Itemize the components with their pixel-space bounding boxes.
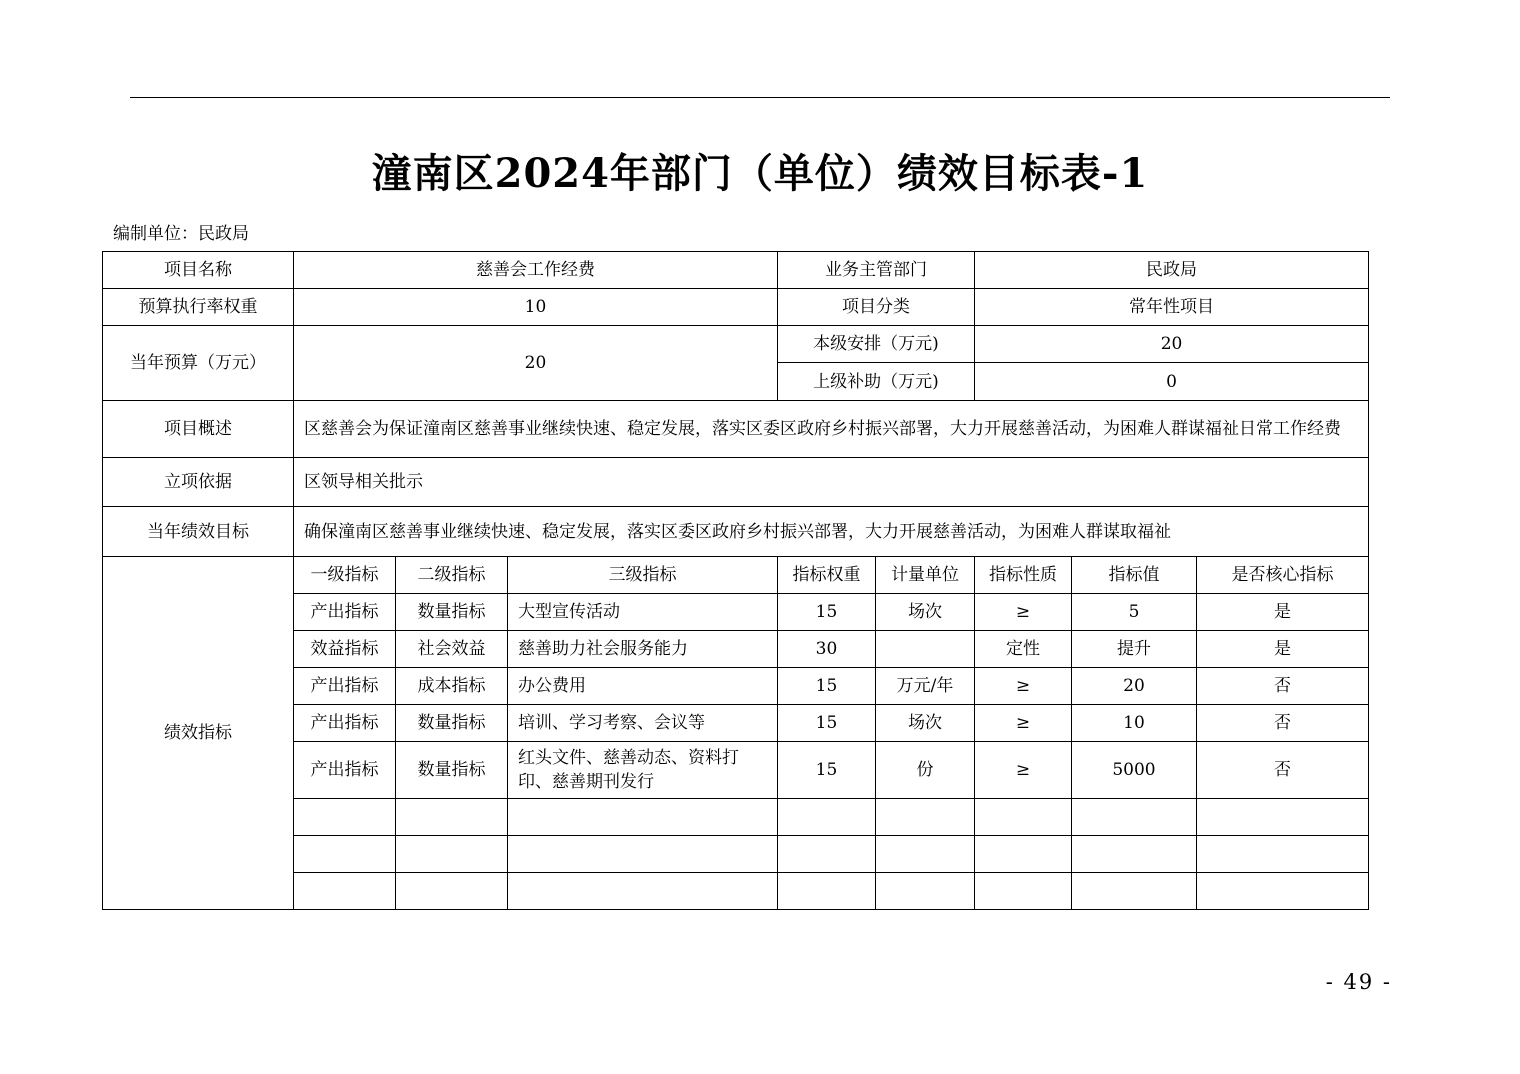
table-row [103,401,1369,458]
level1-cell: 效益指标 [294,631,396,668]
nature-cell: ≥ [975,594,1072,631]
compile-unit: 编制单位：民政局 [113,224,249,244]
project-name-value: 慈善会工作经费 [294,252,778,289]
value-cell: 5000 [1072,742,1197,799]
budget-weight-label: 预算执行率权重 [103,289,294,326]
indicators-section-label: 绩效指标 [103,557,294,910]
header-level3: 三级指标 [508,557,778,594]
page-number: - 49 - [1325,970,1392,994]
local-budget-label: 本级安排（万元) [778,326,975,363]
page-title: 潼南区2024年部门（单位）绩效目标表-1 [371,150,1149,197]
level1-cell: 产出指标 [294,705,396,742]
table-row [103,252,1369,289]
table-row [103,507,1369,557]
level3-cell: 大型宣传活动 [508,594,778,631]
weight-cell: 15 [778,705,876,742]
level3-cell: 慈善助力社会服务能力 [508,631,778,668]
level2-cell: 社会效益 [396,631,508,668]
header-rule [130,97,1390,98]
unit-cell: 场次 [876,594,975,631]
weight-cell: 15 [778,742,876,799]
upper-subsidy-label: 上级补助（万元) [778,363,975,401]
unit-cell: 份 [876,742,975,799]
dept-label: 业务主管部门 [778,252,975,289]
level3-cell: 办公费用 [508,668,778,705]
basis-label: 立项依据 [103,458,294,507]
core-cell: 是 [1197,631,1369,668]
level1-cell: 产出指标 [294,594,396,631]
header-level1: 一级指标 [294,557,396,594]
overview-label: 项目概述 [103,401,294,458]
goal-label: 当年绩效目标 [103,507,294,557]
nature-cell: ≥ [975,705,1072,742]
local-budget-value: 20 [975,326,1369,363]
level1-cell: 产出指标 [294,668,396,705]
level3-cell: 红头文件、慈善动态、资料打印、慈善期刊发行 [508,742,778,799]
basis-value: 区领导相关批示 [294,458,1369,507]
level3-cell: 培训、学习考察、会议等 [508,705,778,742]
header-level2: 二级指标 [396,557,508,594]
level2-cell: 成本指标 [396,668,508,705]
level2-cell: 数量指标 [396,594,508,631]
weight-cell: 15 [778,668,876,705]
nature-cell: 定性 [975,631,1072,668]
weight-cell: 15 [778,594,876,631]
value-cell: 提升 [1072,631,1197,668]
core-cell: 是 [1197,594,1369,631]
header-core: 是否核心指标 [1197,557,1369,594]
level2-cell: 数量指标 [396,705,508,742]
nature-cell: ≥ [975,668,1072,705]
indicator-header-row [103,557,1369,594]
value-cell: 5 [1072,594,1197,631]
table-row [103,458,1369,507]
budget-weight-value: 10 [294,289,778,326]
overview-value: 区慈善会为保证潼南区慈善事业继续快速、稳定发展，落实区委区政府乡村振兴部署，大力开展慈善活动，为困难人群谋福祉日常工作经费 [294,401,1369,458]
category-label: 项目分类 [778,289,975,326]
upper-subsidy-value: 0 [975,363,1369,401]
header-value: 指标值 [1072,557,1197,594]
unit-cell [876,631,975,668]
nature-cell: ≥ [975,742,1072,799]
goal-value: 确保潼南区慈善事业继续快速、稳定发展，落实区委区政府乡村振兴部署，大力开展慈善活动，为困难人群谋取福祉 [294,507,1369,557]
core-cell: 否 [1197,742,1369,799]
unit-cell: 万元/年 [876,668,975,705]
table-row [103,326,1369,363]
value-cell: 20 [1072,668,1197,705]
project-name-label: 项目名称 [103,252,294,289]
core-cell: 否 [1197,668,1369,705]
table-row [103,289,1369,326]
category-value: 常年性项目 [975,289,1369,326]
level2-cell: 数量指标 [396,742,508,799]
annual-budget-value: 20 [294,326,778,401]
annual-budget-label: 当年预算（万元） [103,326,294,401]
dept-value: 民政局 [975,252,1369,289]
level1-cell: 产出指标 [294,742,396,799]
core-cell: 否 [1197,705,1369,742]
weight-cell: 30 [778,631,876,668]
header-unit: 计量单位 [876,557,975,594]
unit-cell: 场次 [876,705,975,742]
performance-goal-table [102,251,1369,910]
value-cell: 10 [1072,705,1197,742]
header-weight: 指标权重 [778,557,876,594]
header-nature: 指标性质 [975,557,1072,594]
